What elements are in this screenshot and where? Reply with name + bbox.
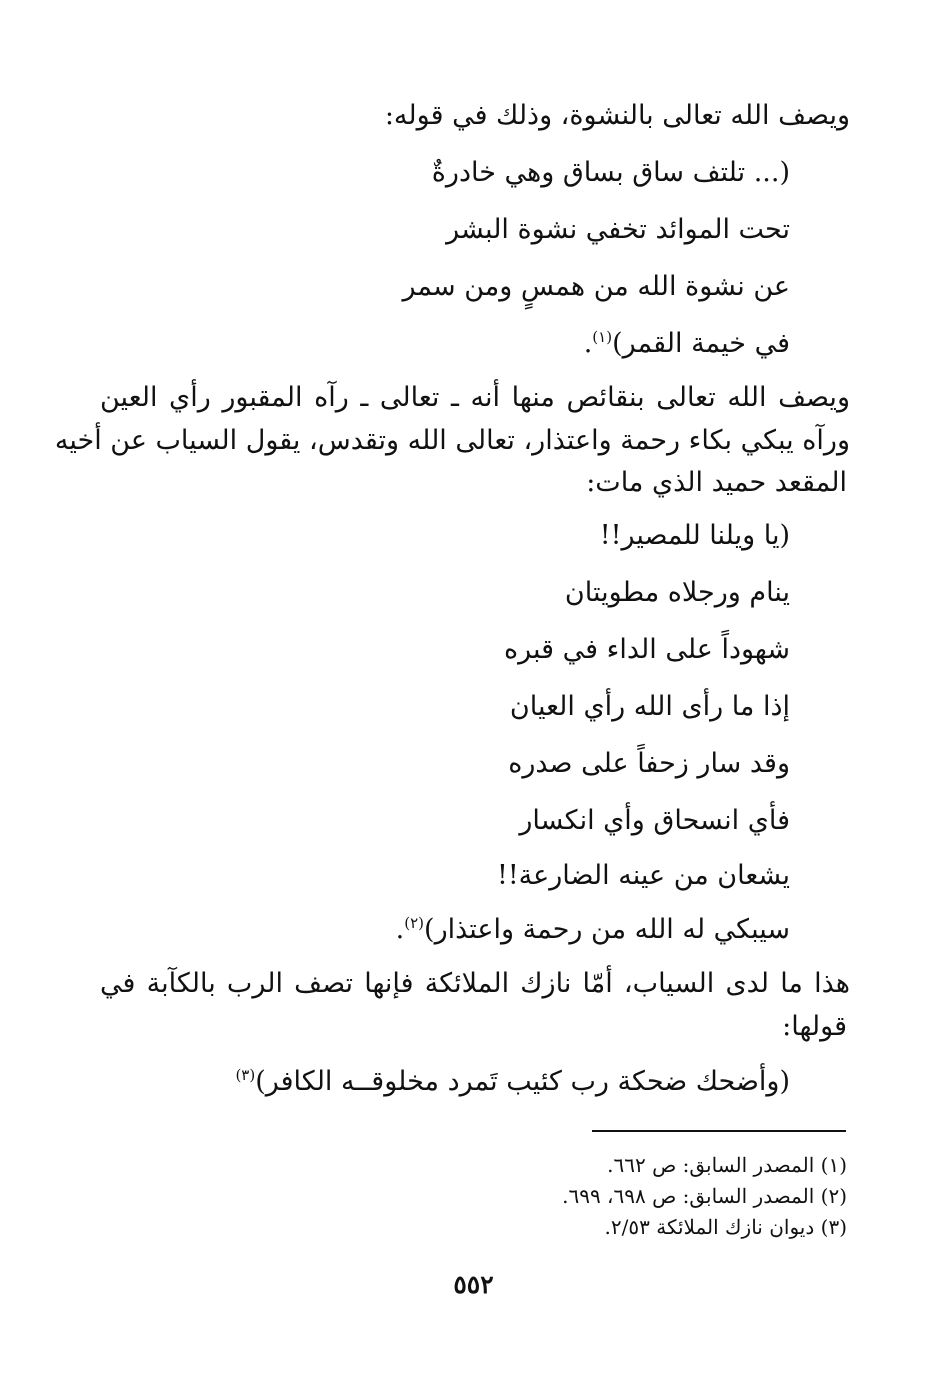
poem-line-with-ref (584, 324, 790, 364)
poem-line: (... تلتف ساق بساق وهي خادرةٌ (431, 157, 790, 188)
paragraph-line: هذا ما لدى السياب، أمّا نازك الملائكة فإنها تصف الرب بالكآبة في (100, 968, 850, 999)
paragraph-line: ويصف الله تعالى بنقائص منها أنه ـ تعالى ـ رآه المقبور رأي العين (100, 382, 850, 413)
footnote: (٣) ديوان نازك الملائكة ٢/٥٣. (604, 1215, 847, 1239)
footnote: (١) المصدر السابق: ص ٦٦٢. (607, 1153, 847, 1177)
period: . (395, 914, 405, 945)
page-number: ٥٥٢ (453, 1270, 494, 1299)
footnote-ref: (٢) (404, 914, 425, 932)
poem-line: وقد سار زحفاً على صدره (508, 748, 790, 779)
poem-text: سيبكي له الله من رحمة واعتذار) (424, 914, 790, 945)
poem-line: (يا ويلنا للمصير!! (599, 520, 790, 551)
poem-line: تحت الموائد تخفي نشوة البشر (446, 214, 790, 245)
poem-line-with-ref (396, 910, 790, 950)
footnote-divider (592, 1130, 846, 1132)
footnote-ref: (١) (592, 328, 613, 346)
poem-line: إذا ما رأى الله رأي العيان (509, 691, 790, 722)
intro-line: ويصف الله تعالى بالنشوة، وذلك في قوله: (384, 100, 850, 131)
quote-line-with-ref (235, 1062, 790, 1102)
paragraph-line: ورآه يبكي بكاء رحمة واعتذار، تعالى الله وتقدس، يقول السياب عن أخيه (54, 425, 850, 456)
poem-line: فأي انسحاق وأي انكسار (519, 805, 790, 836)
poem-line: يشعان من عينه الضارعة!! (496, 860, 790, 891)
footnote-ref: (٣) (235, 1066, 256, 1084)
poem-line: شهوداً على الداء في قبره (503, 634, 790, 665)
footnote: (٢) المصدر السابق: ص ٦٩٨، ٦٩٩. (562, 1184, 847, 1208)
quote-text: (وأضحك ضحكة رب كئيب تَمرد مخلوقــه الكافر) (255, 1066, 790, 1097)
poem-line: عن نشوة الله من همسٍ ومن سمر (402, 271, 790, 302)
poem-text: في خيمة القمر) (612, 328, 790, 359)
poem-line: ينام ورجلاه مطويتان (564, 577, 790, 608)
period: . (583, 328, 593, 359)
paragraph-line: المقعد حميد الذي مات: (586, 467, 847, 498)
paragraph-line: قولها: (782, 1011, 847, 1042)
